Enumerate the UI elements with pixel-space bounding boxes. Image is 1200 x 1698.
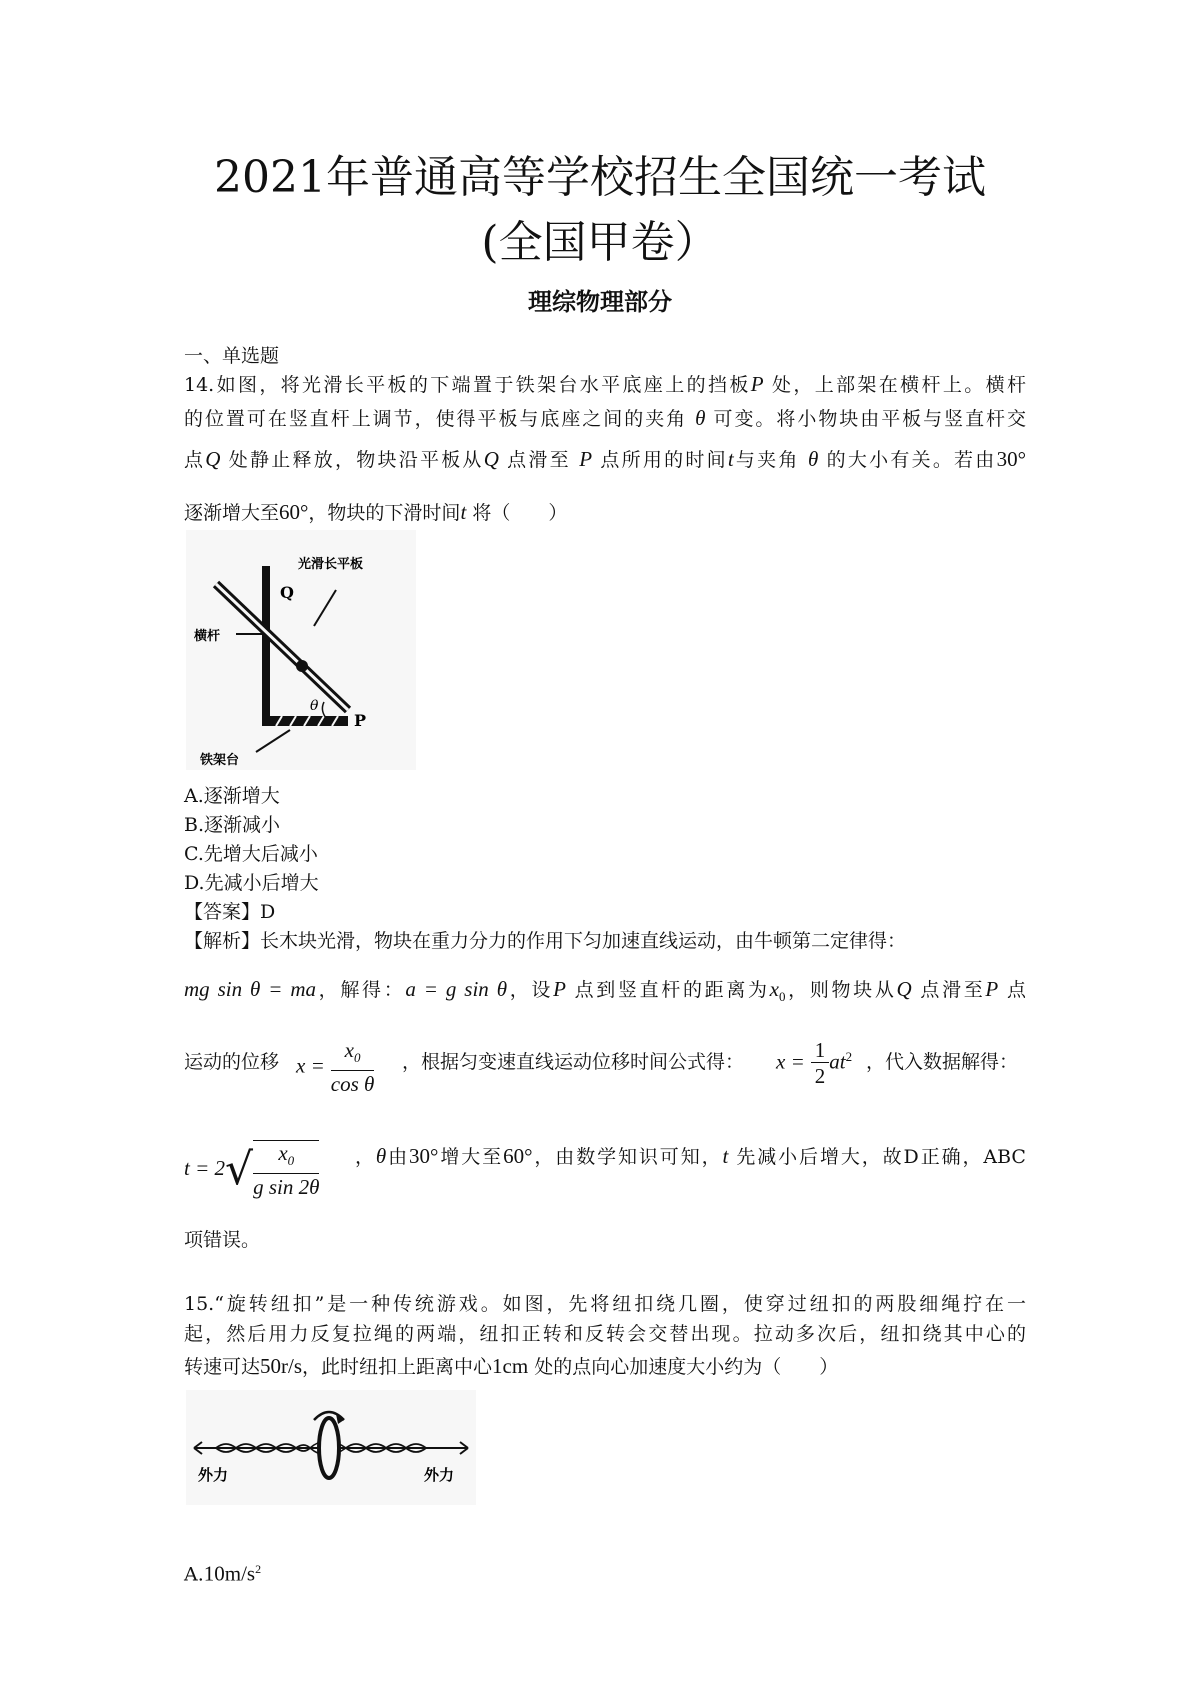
q14-eq-displacement: x = $\frac{x_0}{\text{cos θ}}$ — [296, 1038, 375, 1097]
section-heading: 一、单选题 — [184, 345, 280, 367]
q14-stem-line2: 的位置可在竖直杆上调节，使得平板与底座之间的夹角 θ 可变。将小物块由平板与竖直杆交 — [184, 406, 1026, 430]
q14-analysis-line2: mg sin θ = ma，解得：a = g sin θ，设P 点到竖直杆的距离为$x_0$，则物块从Q 点滑至P 点 — [184, 977, 1026, 1004]
q14-eq-kinematics: x = $\frac{1}{2}$ $at^2$ — [776, 1038, 853, 1088]
q15-button-figure — [186, 1390, 476, 1505]
label-P: P — [354, 711, 367, 730]
block — [296, 660, 308, 672]
q14-eq-time: t = 2√ $\frac{x_0}{\text{g sin 2θ}}$ — [184, 1141, 320, 1200]
q14-option-a: A.逐渐增大 — [184, 785, 280, 807]
q14-option-c: C.先增大后减小 — [184, 843, 318, 865]
q14-analysis-line1: 【解析】长木块光滑，物块在重力分力的作用下匀加速直线运动，由牛顿第二定律得： — [184, 930, 907, 952]
q15-stem-line3: 转速可达50r/s，此时纽扣上距离中心1cm 处的点向心加速度大小约为（ ） — [184, 1354, 839, 1378]
q14-option-d: D.先减小后增大 — [184, 872, 319, 894]
q14-incline-figure — [186, 530, 416, 770]
label-stand: 铁架台 — [200, 753, 240, 768]
vertical-rod — [262, 566, 270, 722]
q14-answer: 【答案】D — [184, 901, 276, 923]
q15-stem-line1: 15.“旋转纽扣”是一种传统游戏。如图，先将纽扣绕几圈，使穿过纽扣的两股细绳拧在一 — [184, 1293, 1026, 1315]
exam-title-paper: (全国甲卷） — [481, 217, 719, 268]
exam-title: 2021年普通高等学校招生全国统一考试 — [214, 152, 986, 203]
q14-analysis-line4: ，θ由30°增大至60°，由数学知识可知，t 先减小后增大，故D正确，ABC — [355, 1144, 1026, 1168]
q14-analysis-line3b: ，根据匀变速直线运动位移时间公式得： — [402, 1051, 745, 1073]
q14-analysis-line3a: 运动的位移 — [184, 1051, 280, 1073]
label-force-left: 外力 — [198, 1466, 229, 1484]
q14-analysis-line3c: ，代入数据解得： — [866, 1051, 1019, 1073]
q14-stem-line1: 14.如图，将光滑长平板的下端置于铁架台水平底座上的挡板P 处，上部架在横杆上。横杆 — [184, 372, 1026, 396]
label-force-right: 外力 — [424, 1466, 455, 1484]
label-Q: Q — [280, 583, 294, 602]
q14-analysis-line5: 项错误。 — [184, 1229, 261, 1251]
exam-subtitle: 理综物理部分 — [528, 288, 672, 316]
q15-option-a: $A.10m/s^2$ — [184, 1561, 262, 1586]
label-bar: 横杆 — [194, 629, 221, 644]
q15-stem-line2: 起，然后用力反复拉绳的两端，纽扣正转和反转会交替出现。拉动多次后，纽扣绕其中心的 — [184, 1323, 1026, 1345]
q14-stem-line3: 点Q 处静止释放，物块沿平板从Q 点滑至 P 点所用的时间t与夹角 θ 的大小有关。若由30° — [184, 447, 1026, 471]
q14-option-b: B.逐渐减小 — [184, 814, 281, 836]
spinning-button — [319, 1418, 339, 1478]
label-board: 光滑长平板 — [298, 557, 364, 572]
label-theta: θ — [310, 698, 319, 714]
q14-stem-line4: 逐渐增大至60°，物块的下滑时间t 将（ ） — [184, 500, 568, 524]
